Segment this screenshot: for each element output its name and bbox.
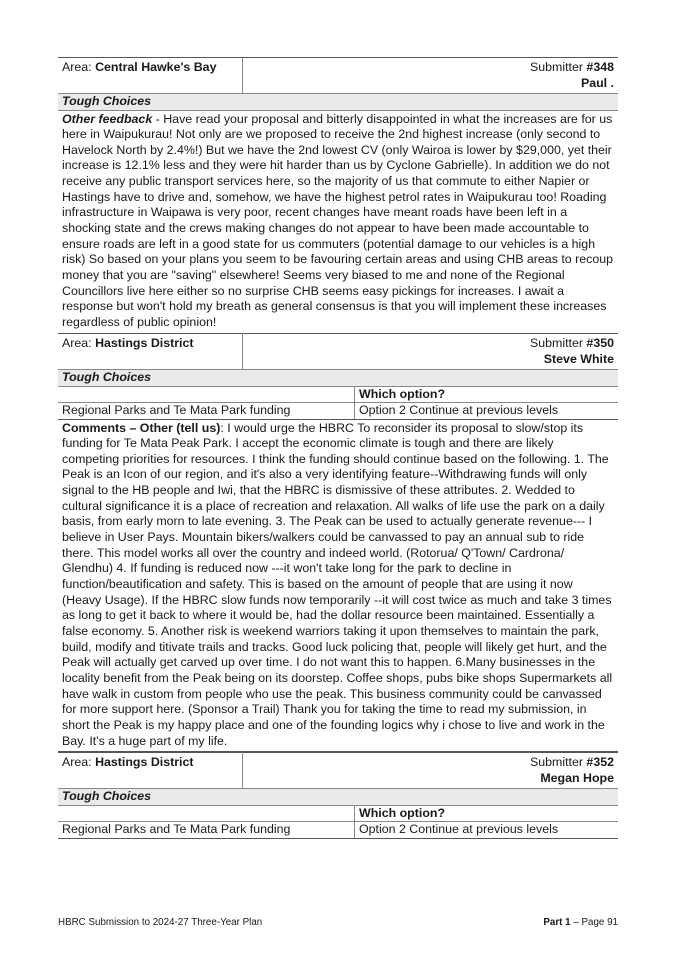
submission-350 — [58, 333, 618, 752]
section-heading: Tough Choices — [58, 94, 618, 111]
submitter-cell — [243, 58, 619, 94]
area-value: Central Hawke's Bay — [95, 60, 217, 74]
footer-page: – Page 91 — [570, 917, 618, 928]
comment-label: Comments – Other (tell us) — [62, 420, 221, 435]
area-cell — [58, 334, 243, 370]
area-label: Area: — [62, 60, 96, 74]
area-cell — [58, 753, 243, 789]
option-header: Which option? — [355, 387, 619, 403]
area-cell — [58, 58, 243, 94]
topic-header-empty — [58, 806, 355, 822]
area-label: Area: — [62, 755, 96, 769]
section-heading: Tough Choices — [58, 789, 618, 806]
comment-block — [58, 111, 618, 334]
section-heading: Tough Choices — [58, 370, 618, 387]
topic-header-empty — [58, 387, 355, 403]
topic-name: Regional Parks and Te Mata Park funding — [58, 822, 355, 839]
comment-text: Have read your proposal and bitterly disappointed in what the increases are for us here in Waipukurau! Not only are we proposed to receive the 2nd highest increase (only second to Havelock North by 2.4%!) But we have the 2nd lowest CV (only Wairoa is lower by $29,000, yet their increase is 12.1% less and they were hit harder than us by Cyclone Gabrielle). In addition we do not receive any public transport services here, so the majority of us that commute to either Napier or Hastings have to drive and, somehow, we have the highest petrol rates in Waipukurau too! Roading infrastructure in Waipawa is very poor, recent changes have meant roads have been left in a shocking state and the crews making changes do not appear to have been made accountable to ensure roads are left in a good state for us commuters (potential damage to our vehicles is a high risk) So based on your plans you seem to be favouring certain areas and using CHB areas to recoup money that you are "saving" elsewhere! Seems very biased to me and none of the Regional Councillors live here either so no surprise CHB seems easy pickings for increases. I await a response but won't hold my breath as general consensus is that you will implement these increases regardless of public opinion! — [62, 111, 614, 330]
comment-block — [58, 420, 618, 753]
area-value: Hastings District — [95, 336, 194, 350]
submitter-cell — [243, 753, 619, 789]
comment-label: Other feedback — [62, 111, 153, 126]
submission-348 — [58, 57, 618, 334]
option-value: Option 2 Continue at previous levels — [355, 822, 619, 839]
footer-document-title: HBRC Submission to 2024-27 Three-Year Plan — [58, 917, 263, 928]
submitter-cell — [243, 334, 619, 370]
comment-text: I would urge the HBRC To reconsider its proposal to slow/stop its funding for Te Mata Peak Park. I accept the economic climate is tough and there are likely competing priorities for resources. I think the funding should continue based on the following. 1. The Peak is an Icon of our region, and it's also a very identifying feature--Withdrawing funds will only signal to the HB people and Iwi, that the HBRC is dismissive of these attributes. 2. Wedded to cultural significance it is a place of recreation and relaxation. All walks of life use the park on a daily basis, from early morn to late evening. 3. The Peak can be used to actually generate revenue--- I believe in User Pays. Mountain bikers/walkers could be canvassed to pay an annual sub to ride there. This model works all over the country and indeed world. (Rotorua/ Q'Town/ Cardrona/ Glendhu) 4. If funding is reduced now ---it won't take long for the park to decline in function/beautification and safety. This is based on the amount of people that are using it now (Heavy Usage). If the HBRC slow funds now temporarily --it will cost twice as much and take 3 times as long to get it back to where it would be, had the dollar resource been maintained. Essentially a false economy. 5. Another risk is weekend warriors taking it upon themselves to maintain the park, build, modify and titivate trails and tracks. Good luck policing that, people will likely get hurt, and the Peak will actually get carved up over time. I do not want this to happen. 6.Many businesses in the locality benefit from the Peak being on its doorstep. Coffee shops, pubs bike shops Supermarkets all have walk in custom from people who use the peak. This business community could be canvassed for more support here. (Sponsor a Trail) Thank you for taking the time to read my submission, in short the Peak is my happy place and one of the founding logics why i chose to live and work in the Bay. It's a huge part of my life. — [62, 420, 613, 748]
footer-page-number — [543, 917, 618, 928]
comment-separator: - — [152, 111, 164, 126]
option-header: Which option? — [355, 806, 619, 822]
option-value: Option 2 Continue at previous levels — [355, 403, 619, 420]
footer-part: Part 1 — [543, 917, 571, 928]
submitter-name: Steve White — [543, 351, 614, 366]
submission-352 — [58, 752, 618, 839]
submitter-number: #352 — [586, 755, 614, 769]
topic-name: Regional Parks and Te Mata Park funding — [58, 403, 355, 420]
submitter-name: Paul . — [580, 75, 614, 90]
submitter-number: #350 — [586, 336, 614, 350]
submitter-number: #348 — [586, 60, 614, 74]
submitter-name: Megan Hope — [540, 770, 614, 785]
submitter-label: Submitter — [529, 60, 587, 74]
submitter-label: Submitter — [529, 755, 587, 769]
area-value: Hastings District — [95, 755, 194, 769]
submitter-label: Submitter — [529, 336, 587, 350]
comment-separator: : — [220, 420, 228, 435]
area-label: Area: — [62, 336, 96, 350]
